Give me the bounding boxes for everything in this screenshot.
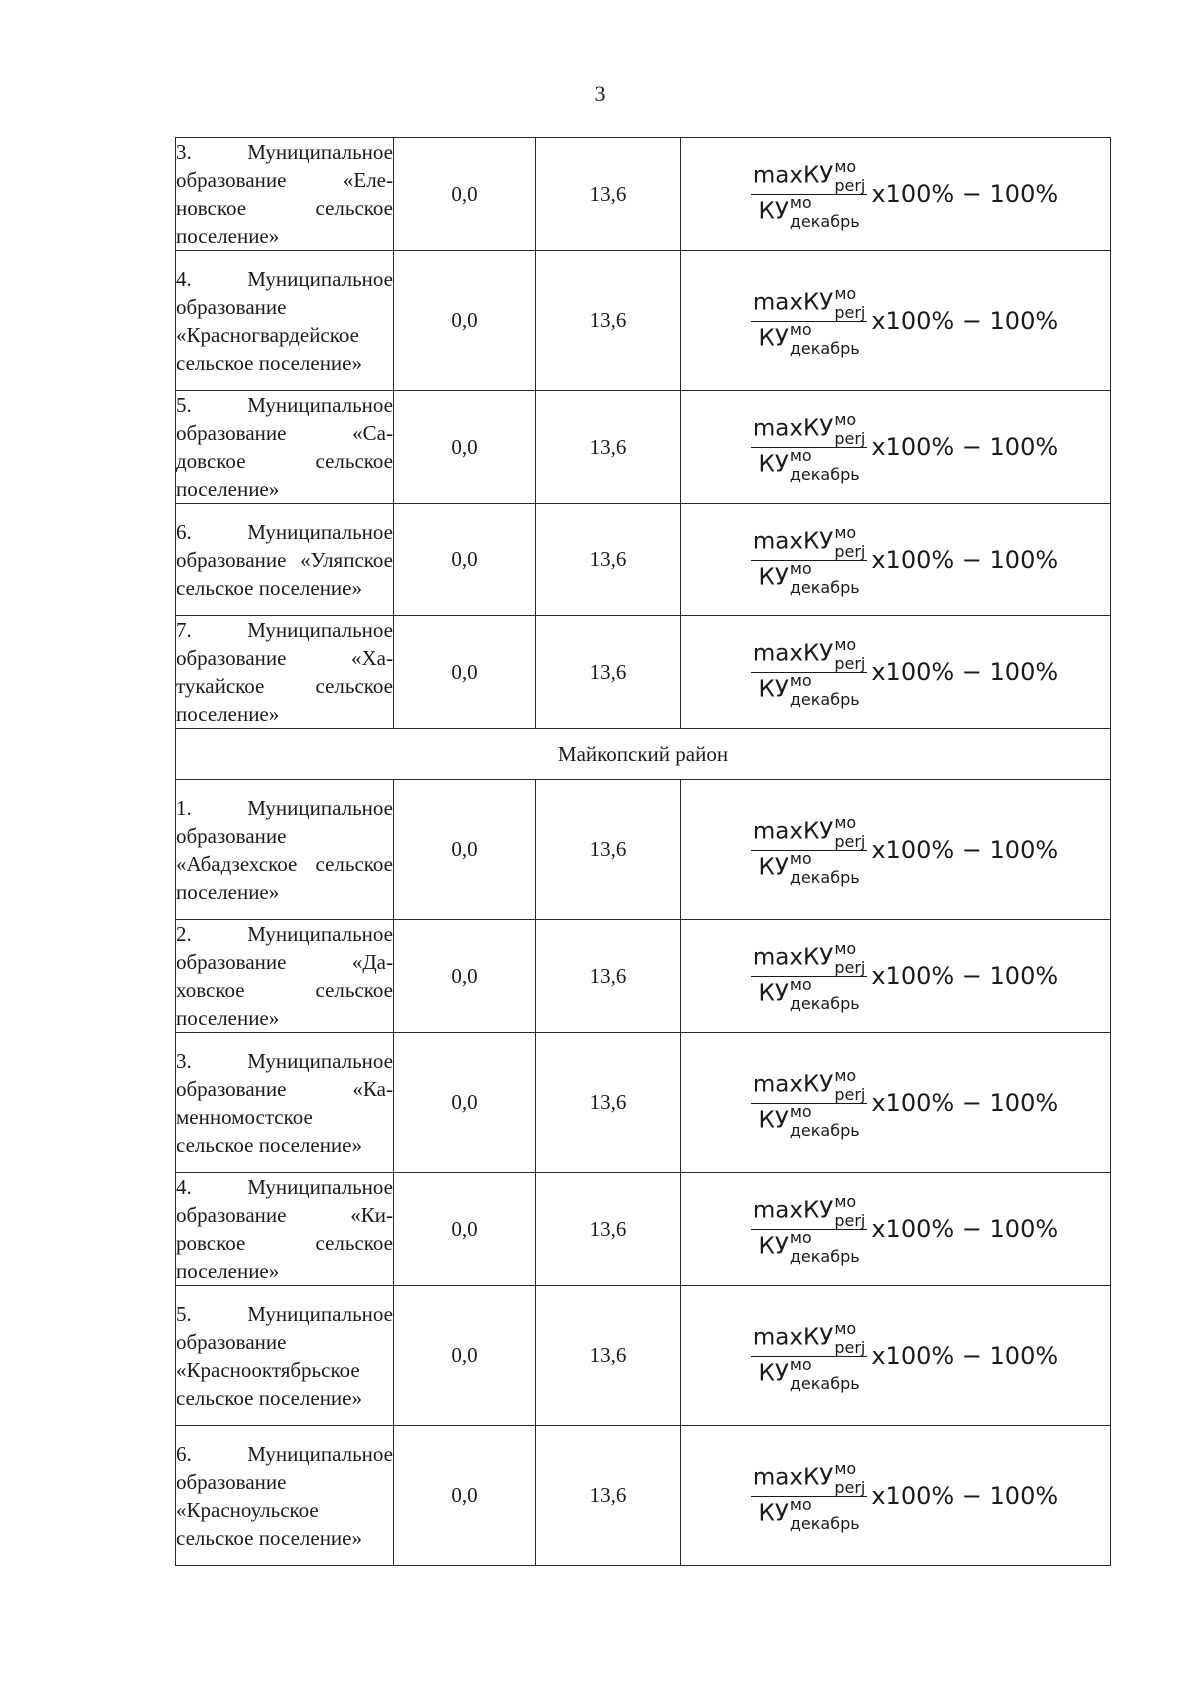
value-cell: 0,0 [394, 138, 536, 251]
formula-fraction [751, 1458, 868, 1533]
municipality-name: 4. Муниципальное образование «Красногвардейское сельское поселение» [176, 251, 394, 391]
value-cell: 0,0 [394, 1173, 536, 1286]
formula-numerator: maxКУ мо perj [752, 1065, 866, 1104]
formula-denominator: КУ мо декабрь [758, 848, 860, 887]
formula-fraction [751, 939, 868, 1013]
table-row [176, 138, 1111, 251]
municipality-name: 7. Муниципальное образование «Хатукайское сельское поселение» [176, 616, 394, 729]
formula-numerator: maxКУ мо perj [752, 1192, 866, 1230]
formula-numerator: maxКУ мо perj [752, 939, 866, 977]
formula-fraction [751, 1065, 868, 1140]
value-cell: 13,6 [536, 616, 681, 729]
value-cell: 0,0 [394, 1426, 536, 1566]
value-cell: 13,6 [536, 391, 681, 504]
growth-formula [751, 1318, 1059, 1393]
formula-numerator: maxКУ мо perj [752, 157, 866, 195]
municipality-name: 6. Муниципальное образование «Красноульское сельское поселение» [176, 1426, 394, 1566]
municipality-name: 3. Муниципальное образование «Каменномостское сельское поселение» [176, 1033, 394, 1173]
value-cell: 0,0 [394, 920, 536, 1033]
formula-fraction [751, 283, 868, 358]
formula-cell [681, 1173, 1111, 1286]
formula-tail: x100% − 100% [871, 306, 1059, 335]
table-row [176, 616, 1111, 729]
formula-numerator: maxКУ мо perj [752, 635, 866, 673]
formula-cell [681, 504, 1111, 616]
municipality-name: 2. Муниципальное образование «Даховское сельское поселение» [176, 920, 394, 1033]
formula-denominator: КУ мо декабрь [758, 1354, 860, 1393]
growth-formula [751, 1065, 1059, 1140]
formula-fraction [751, 1192, 868, 1266]
table-row [176, 1033, 1111, 1173]
formula-fraction [751, 812, 868, 887]
value-cell: 0,0 [394, 504, 536, 616]
value-cell: 0,0 [394, 1033, 536, 1173]
value-cell: 13,6 [536, 920, 681, 1033]
growth-formula [751, 812, 1059, 887]
formula-cell [681, 138, 1111, 251]
value-cell: 0,0 [394, 251, 536, 391]
municipality-name: 1. Муниципальное образование «Абадзехское сельское поселение» [176, 780, 394, 920]
value-cell: 0,0 [394, 391, 536, 504]
formula-fraction [751, 522, 868, 597]
formula-denominator: КУ мо декабрь [758, 1101, 860, 1140]
formula-cell [681, 1033, 1111, 1173]
municipality-name: 3. Муниципальное образование «Еленовское сельское поселение» [176, 138, 394, 251]
value-cell: 13,6 [536, 1426, 681, 1566]
municipality-name: 4. Муниципальное образование «Кировское сельское поселение» [176, 1173, 394, 1286]
formula-cell [681, 391, 1111, 504]
value-cell: 13,6 [536, 504, 681, 616]
district-row [176, 729, 1111, 780]
formula-denominator: КУ мо декабрь [758, 975, 860, 1013]
formula-tail: x100% − 100% [871, 1341, 1059, 1370]
value-cell: 13,6 [536, 1286, 681, 1426]
table-row [176, 391, 1111, 504]
formula-denominator: КУ мо декабрь [758, 193, 860, 231]
growth-formula [751, 283, 1059, 358]
growth-formula [751, 1192, 1059, 1266]
municipality-name: 5. Муниципальное образование «Краснооктябрьское сельское поселение» [176, 1286, 394, 1426]
formula-cell [681, 920, 1111, 1033]
formula-numerator: maxКУ мо perj [752, 410, 866, 448]
growth-formula [751, 410, 1059, 484]
formula-numerator: maxКУ мо perj [752, 1458, 866, 1497]
formula-fraction [751, 410, 868, 484]
formula-fraction [751, 157, 868, 231]
growth-formula [751, 522, 1059, 597]
table-row [176, 1286, 1111, 1426]
formula-denominator: КУ мо декабрь [758, 446, 860, 484]
formula-denominator: КУ мо декабрь [758, 1494, 860, 1533]
value-cell: 13,6 [536, 251, 681, 391]
formula-tail: x100% − 100% [871, 180, 1059, 208]
growth-formula [751, 157, 1059, 231]
growth-formula [751, 939, 1059, 1013]
table-row [176, 920, 1111, 1033]
page-number: 3 [594, 81, 606, 106]
value-cell: 13,6 [536, 1173, 681, 1286]
formula-tail: x100% − 100% [871, 433, 1059, 461]
district-title: Майкопский район [176, 729, 1111, 780]
formula-fraction [751, 1318, 868, 1393]
formula-numerator: maxКУ мо perj [752, 812, 866, 851]
formula-tail: x100% − 100% [871, 1215, 1059, 1243]
formula-numerator: maxКУ мо perj [752, 522, 866, 561]
formula-cell [681, 251, 1111, 391]
formula-tail: x100% − 100% [871, 835, 1059, 864]
indicator-table [175, 137, 1111, 1566]
municipality-name: 5. Муниципальное образование «Садовское сельское поселение» [176, 391, 394, 504]
formula-cell [681, 1426, 1111, 1566]
formula-tail: x100% − 100% [871, 658, 1059, 686]
value-cell: 13,6 [536, 138, 681, 251]
municipality-name: 6. Муниципальное образование «Уляпское сельское поселение» [176, 504, 394, 616]
table-row [176, 251, 1111, 391]
value-cell: 13,6 [536, 1033, 681, 1173]
formula-cell [681, 616, 1111, 729]
growth-formula [751, 1458, 1059, 1533]
value-cell: 0,0 [394, 616, 536, 729]
formula-denominator: КУ мо декабрь [758, 319, 860, 358]
formula-tail: x100% − 100% [871, 962, 1059, 990]
formula-cell [681, 780, 1111, 920]
table-row [176, 780, 1111, 920]
value-cell: 13,6 [536, 780, 681, 920]
growth-formula [751, 635, 1059, 709]
formula-denominator: КУ мо декабрь [758, 558, 860, 597]
formula-tail: x100% − 100% [871, 1481, 1059, 1510]
value-cell: 0,0 [394, 780, 536, 920]
formula-fraction [751, 635, 868, 709]
formula-cell [681, 1286, 1111, 1426]
table-row [176, 1426, 1111, 1566]
table-row [176, 504, 1111, 616]
formula-tail: x100% − 100% [871, 1088, 1059, 1117]
formula-numerator: maxКУ мо perj [752, 1318, 866, 1357]
formula-numerator: maxКУ мо perj [752, 283, 866, 322]
formula-denominator: КУ мо декабрь [758, 671, 860, 709]
table-row [176, 1173, 1111, 1286]
formula-tail: x100% − 100% [871, 545, 1059, 574]
formula-denominator: КУ мо декабрь [758, 1228, 860, 1266]
value-cell: 0,0 [394, 1286, 536, 1426]
